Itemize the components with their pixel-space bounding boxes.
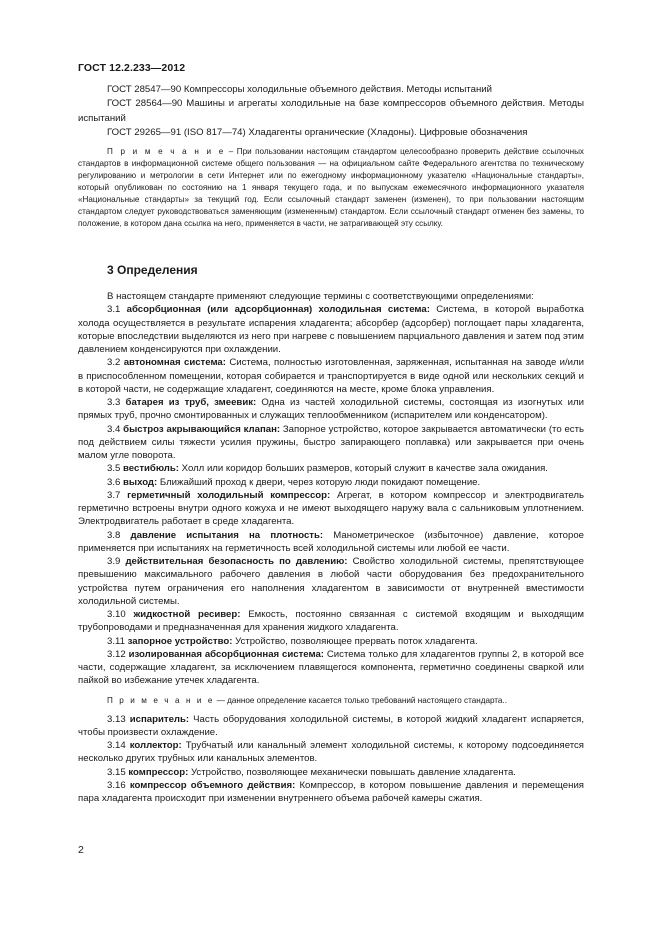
- definition-note: [78, 695, 584, 707]
- document-header: ГОСТ 12.2.233—2012: [78, 62, 186, 74]
- definition-item: [78, 356, 584, 396]
- definition-term: автономная система:: [123, 357, 226, 369]
- page-number: 2: [78, 844, 84, 856]
- definition-item: [78, 476, 584, 489]
- definition-item: [78, 739, 584, 766]
- definition-number: 3.11: [107, 635, 128, 647]
- definition-text: Холл или коридор больших размеров, который служит в качестве зала ожидания.: [179, 463, 548, 475]
- reference-item: ГОСТ 28547—90 Компрессоры холодильные объемного действия. Методы испытаний: [107, 84, 492, 95]
- reference-item: ГОСТ 29265—91 (ISO 817—74) Хладагенты органические (Хладоны). Цифровые обозначения: [107, 127, 528, 139]
- definition-number: 3.16: [107, 779, 130, 791]
- definition-term: запорное устройство:: [127, 635, 233, 647]
- definition-term: жидкостной ресивер:: [133, 609, 241, 620]
- note-text: – При пользовании настоящим стандартом целесообразно проверить действие ссылочных стандартов в информационной системе общего пользования — на официальном сайте Федерального агентства по техническому регулированию и метрологии в сети Интернет или по ежегодному информационному указателю «Национальные стандарты», который опубликован по состоянию на 1 января текущего года, и по выпускам ежемесячного информационного указателя «Национальные стандарты» за текущий год. Если ссылочный стандарт заменен (изменен), то при пользовании настоящим стандартом следует руководствоваться заменяющим (измененным) стандартом. Если ссылочный стандарт отменен без замены, то положение, в котором дана ссылка на него, применяется в части, не затрагивающей эту ссылку.: [78, 147, 584, 229]
- definition-number: 3.10: [107, 609, 134, 620]
- definition-text: Одна из частей холодильной системы, состоящая из изогнутых или прямых труб, прочно смонтированных и служащих теплообменником (испарителем или конденсатором).: [78, 397, 584, 422]
- definition-number: 3.4: [107, 423, 124, 435]
- definition-number: 3.9: [107, 556, 126, 567]
- definition-item: [78, 489, 584, 529]
- definition-number: 3.1: [107, 304, 127, 316]
- section-title: 3 Определения: [107, 263, 198, 277]
- definition-term: быстроз акрывающийся клапан:: [123, 423, 281, 435]
- definition-term: испаритель:: [129, 713, 190, 725]
- definition-text: Система только для хладагентов группы 2, в которой все части, содержащие хладагент, за исключением плавящегося компонента, герметично соединены сваркой или пайкой во избежание утечек хладагента.: [78, 648, 584, 687]
- definition-term: компрессор:: [128, 766, 189, 778]
- definitions-list-1: [78, 303, 584, 687]
- definition-item: [78, 779, 584, 806]
- definition-number: 3.14: [107, 740, 130, 751]
- definition-term: давление испытания на плотность:: [130, 529, 324, 541]
- definition-text: Система, полностью изготовленная, заряженная, испытанная на заводе и/или в приспособленном помещении, которая собирается и транспортируется в виде одной или нескольких секций и в которой части, не содержащие хладагент, соединяются на месте, кроме блока управления.: [78, 357, 584, 395]
- definition-item: [78, 303, 584, 356]
- definition-term: герметичный холодильный компрессор:: [127, 489, 331, 501]
- definition-number: 3.12: [107, 648, 129, 660]
- definition-text: Ближайший проход к двери, через которую люди покидают помещение.: [157, 476, 481, 488]
- definition-text: Устройство, позволяющее механически повышать давление хладагента.: [188, 766, 516, 778]
- definition-number: 3.2: [107, 357, 124, 369]
- definition-term: действительная безопасность по давлению:: [125, 556, 348, 567]
- definition-text: Компрессор, в котором повышение давления и перемещения пара хладагента происходит при изменении внутреннего объема рабочей камеры сжатия.: [78, 779, 584, 804]
- definitions-intro: В настоящем стандарте применяют следующие термины с соответствующими определениями:: [107, 291, 534, 302]
- definition-term: изолированная абсорбционная система:: [128, 648, 324, 660]
- normative-references: [78, 83, 584, 141]
- definition-number: 3.5: [107, 463, 124, 475]
- definition-item: [78, 713, 584, 740]
- definition-item: [78, 766, 584, 779]
- definition-text: Свойство холодильной системы, препятствующее превышению максимального рабочего давления в любой части оборудования без предохранительного устройства путем ограничения его наполнения хладагентом в зависимости от внутренней вместимости холодильной системы.: [78, 556, 585, 607]
- definition-text: Система, в которой выработка холода осуществляется в результате испарения хладагента; абсорбер (адсорбер) поглощает пары хладагента, которые впоследствии выделяются из него при нагреве с повышением парциального давления и затем под этим давлением конденсируются при охлаждении.: [78, 304, 584, 355]
- definition-text: Манометрическое (избыточное) давление, которое применяется при испытаниях на герметичность всей холодильной системы или любой ее части.: [78, 529, 585, 554]
- definition-number: 3.8: [107, 529, 131, 541]
- definition-text: Устройство, позволяющее прервать поток хладагента.: [232, 635, 478, 647]
- definition-term: вестибюль:: [123, 463, 179, 475]
- definition-item: [78, 608, 584, 635]
- definition-term: батарея из труб, змеевик:: [125, 397, 257, 408]
- definition-text: Агрегат, в котором компрессор и электродвигатель герметично встроены внутри одного кожуха и не имеют выходящего наружу вала с сальниковым уплотнением. Электродвигатель работает в среде хладагента.: [78, 489, 584, 528]
- definitions-list-2: [78, 713, 584, 806]
- definition-number: 3.6: [107, 476, 124, 488]
- definitions-body: [78, 290, 584, 805]
- definition-item: [78, 635, 584, 648]
- definition-item: [78, 555, 584, 608]
- definition-number: 3.15: [107, 766, 129, 778]
- reference-item: ГОСТ 28564—90 Машины и агрегаты холодильные на базе компрессоров объемного действия. Методы испытаний: [78, 98, 584, 124]
- definition-number: 3.3: [107, 397, 126, 408]
- definition-number: 3.7: [107, 489, 128, 501]
- definition-item: [78, 396, 584, 423]
- definition-number: 3.13: [107, 713, 130, 725]
- definition-term: выход:: [123, 476, 158, 488]
- definition-item: [78, 462, 584, 475]
- note-text: — данное определение касается только требований настоящего стандарта..: [214, 695, 507, 705]
- definition-item: [78, 529, 584, 556]
- definition-text: Емкость, постоянно связанная с системой входящим и выходящим трубопроводами и предназначенная для хранения жидкого хладагента.: [78, 609, 584, 634]
- note-label: П р и м е ч а н и е: [107, 695, 215, 705]
- definition-text: Часть оборудования холодильной системы, в которой жидкий хладагент испаряется, чтобы произвести охлаждение.: [78, 713, 584, 738]
- note-label: П р и м е ч а н и е: [107, 147, 226, 156]
- definition-term: абсорбционная (или адсорбционная) холодильная система:: [126, 304, 430, 316]
- definition-item: [78, 648, 584, 688]
- definition-term: компрессор объемного действия:: [129, 779, 296, 791]
- references-note: [78, 146, 584, 230]
- definition-text: Трубчатый или канальный элемент холодильной системы, к которому подсоединяется несколько других трубных или канальных элементов.: [78, 740, 585, 765]
- definition-text: Запорное устройство, которое закрывается автоматически (то есть под действием силы тяжести усилия пружины, быстро запирающего поплавка) или закрывается при очень малом угле поворота.: [78, 423, 584, 461]
- definition-term: коллектор:: [129, 740, 182, 751]
- definition-item: [78, 423, 584, 463]
